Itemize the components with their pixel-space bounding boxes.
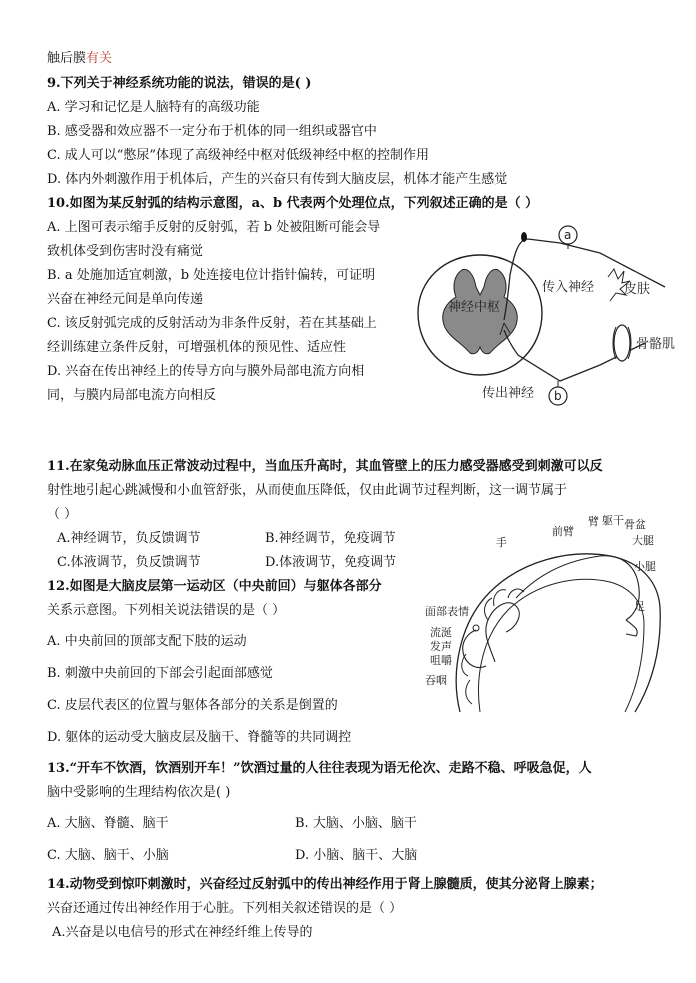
q10-stem: 10.如图为某反射弧的结构示意图，a、b 代表两个处理位点，下列叙述正确的是（ ） xyxy=(47,196,539,211)
q12-option-c: C. 皮层代表区的位置与躯体各部分的关系是倒置的 xyxy=(47,698,338,713)
q13-option-a: A. 大脑、脊髓、脑干 xyxy=(47,816,169,831)
q11-stem-line3: （ ） xyxy=(47,507,78,522)
q12-option-d: D. 躯体的运动受大脑皮层及脑干、脊髓等的共同调控 xyxy=(47,730,352,745)
q9-option-d: D. 体内外刺激作用于机体后，产生的兴奋只有传到大脑皮层，机体才能产生感觉 xyxy=(47,172,508,187)
q11-stem-line2: 射性地引起心跳减慢和小血管舒张，从而使血压降低，仅由此调节过程判断，这一调节属于 xyxy=(47,483,568,498)
label-drool: 流涎 xyxy=(430,626,452,639)
label-face: 面部表情 xyxy=(425,605,469,618)
q10-option-b-line2: 兴奋在神经元间是单向传递 xyxy=(47,292,204,307)
q11-option-d: D.体液调节，免疫调节 xyxy=(265,555,397,570)
cortex-outline xyxy=(456,554,660,712)
q10-option-a-line1: A. 上图可表示缩手反射的反射弧，若 b 处被阻断可能会导 xyxy=(47,220,381,235)
homunculus-foot xyxy=(626,620,637,636)
label-trunk: 躯干 xyxy=(602,514,624,527)
label-calf: 小腿 xyxy=(634,560,656,573)
label-arm: 臂 xyxy=(588,515,599,528)
fragment-text: 触后膜 xyxy=(47,51,87,66)
q10-option-c-line1: C. 该反射弧完成的反射活动为非条件反射，若在其基础上 xyxy=(47,316,377,331)
q11-option-b: B.神经调节，免疫调节 xyxy=(265,531,396,546)
q10-option-a-line2: 致机体受到伤害时没有痛觉 xyxy=(47,244,204,259)
fragment-red-text: 有关 xyxy=(86,51,113,66)
label-point-b: b xyxy=(554,389,562,403)
q12-stem-line2: 关系示意图。下列相关说法错误的是（ ） xyxy=(47,603,286,618)
q12-option-b: B. 刺激中央前回的下部会引起面部感觉 xyxy=(47,666,273,681)
q10-option-d-line1: D. 兴奋在传出神经上的传导方向与膜外局部电流方向相 xyxy=(47,364,365,379)
q9-option-b: B. 感受器和效应器不一定分布于机体的同一组织或器官中 xyxy=(47,124,377,139)
label-point-a: a xyxy=(564,228,572,242)
q10-option-b-line1: B. a 处施加适宜刺激，b 处连接电位计指针偏转，可证明 xyxy=(47,268,376,283)
q10-option-c-line2: 经训练建立条件反射，可增强机体的预见性、适应性 xyxy=(47,340,347,355)
label-skin: 皮肤 xyxy=(624,282,651,297)
label-pelvis: 骨盆 xyxy=(624,518,646,531)
homunculus-throat xyxy=(466,680,472,704)
q11-stem-line1: 11.在家兔动脉血压正常波动过程中，当血压升高时，其血管壁上的压力感受器感受到刺激可以反 xyxy=(47,459,603,474)
q14-stem-line2: 兴奋还通过传出神经作用于心脏。下列相关叙述错误的是（ ） xyxy=(47,901,403,916)
label-skeletal-muscle: 骨骼肌 xyxy=(636,337,676,352)
label-foot: 足 xyxy=(634,600,645,613)
homunculus-hand xyxy=(486,603,519,662)
inner-cortex xyxy=(478,579,644,712)
q11-option-c: C.体液调节，负反馈调节 xyxy=(57,555,201,570)
label-swallow: 吞咽 xyxy=(425,674,447,687)
homunculus-face xyxy=(463,630,486,668)
label-voice: 发声 xyxy=(430,640,452,653)
label-thigh: 大腿 xyxy=(632,534,654,547)
q14-option-a: A.兴奋是以电信号的形式在神经纤维上传导的 xyxy=(52,925,313,940)
label-hand: 手 xyxy=(496,536,507,549)
q12-stem-line1: 12.如图是大脑皮层第一运动区（中央前回）与躯体各部分 xyxy=(47,579,382,594)
label-efferent-nerve: 传出神经 xyxy=(482,386,535,401)
label-forearm: 前臂 xyxy=(552,525,574,538)
continued-text xyxy=(47,50,112,68)
q9-option-a: A. 学习和记忆是人脑特有的高级功能 xyxy=(47,100,260,115)
label-chew: 咀嚼 xyxy=(430,654,452,667)
q13-stem-line1: 13.“开车不饮酒，饮酒别开车！”饮酒过量的人往往表现为语无伦次、走路不稳、呼吸急促，人 xyxy=(47,761,592,776)
q13-option-d: D. 小脑、脑干、大脑 xyxy=(295,848,418,863)
q9-option-c: C. 成人可以“憋尿”体现了高级神经中枢对低级神经中枢的控制作用 xyxy=(47,148,430,163)
label-nerve-center: 神经中枢 xyxy=(448,300,501,315)
reflex-arc-figure xyxy=(410,215,680,410)
q14-stem-line1: 14.动物受到惊吓刺激时，兴奋经过反射弧中的传出神经作用于肾上腺髓质，使其分泌肾上腺素； xyxy=(47,877,603,892)
q12-option-a: A. 中央前回的顶部支配下肢的运动 xyxy=(47,634,247,649)
q13-option-c: C. 大脑、脑干、小脑 xyxy=(47,848,169,863)
label-afferent-nerve: 传入神经 xyxy=(542,280,595,295)
motor-cortex-figure xyxy=(420,512,682,717)
q11-option-a: A.神经调节，负反馈调节 xyxy=(57,531,201,546)
q9-stem: 9.下列关于神经系统功能的说法，错误的是( ) xyxy=(47,76,312,91)
ganglion xyxy=(521,232,527,242)
skeletal-muscle xyxy=(614,325,630,361)
q13-option-b: B. 大脑、小脑、脑干 xyxy=(295,816,417,831)
homunculus-body xyxy=(516,556,639,620)
q10-option-d-line2: 同，与膜内局部电流方向相反 xyxy=(47,388,217,403)
q13-stem-line2: 脑中受影响的生理结构依次是( ) xyxy=(47,785,231,800)
